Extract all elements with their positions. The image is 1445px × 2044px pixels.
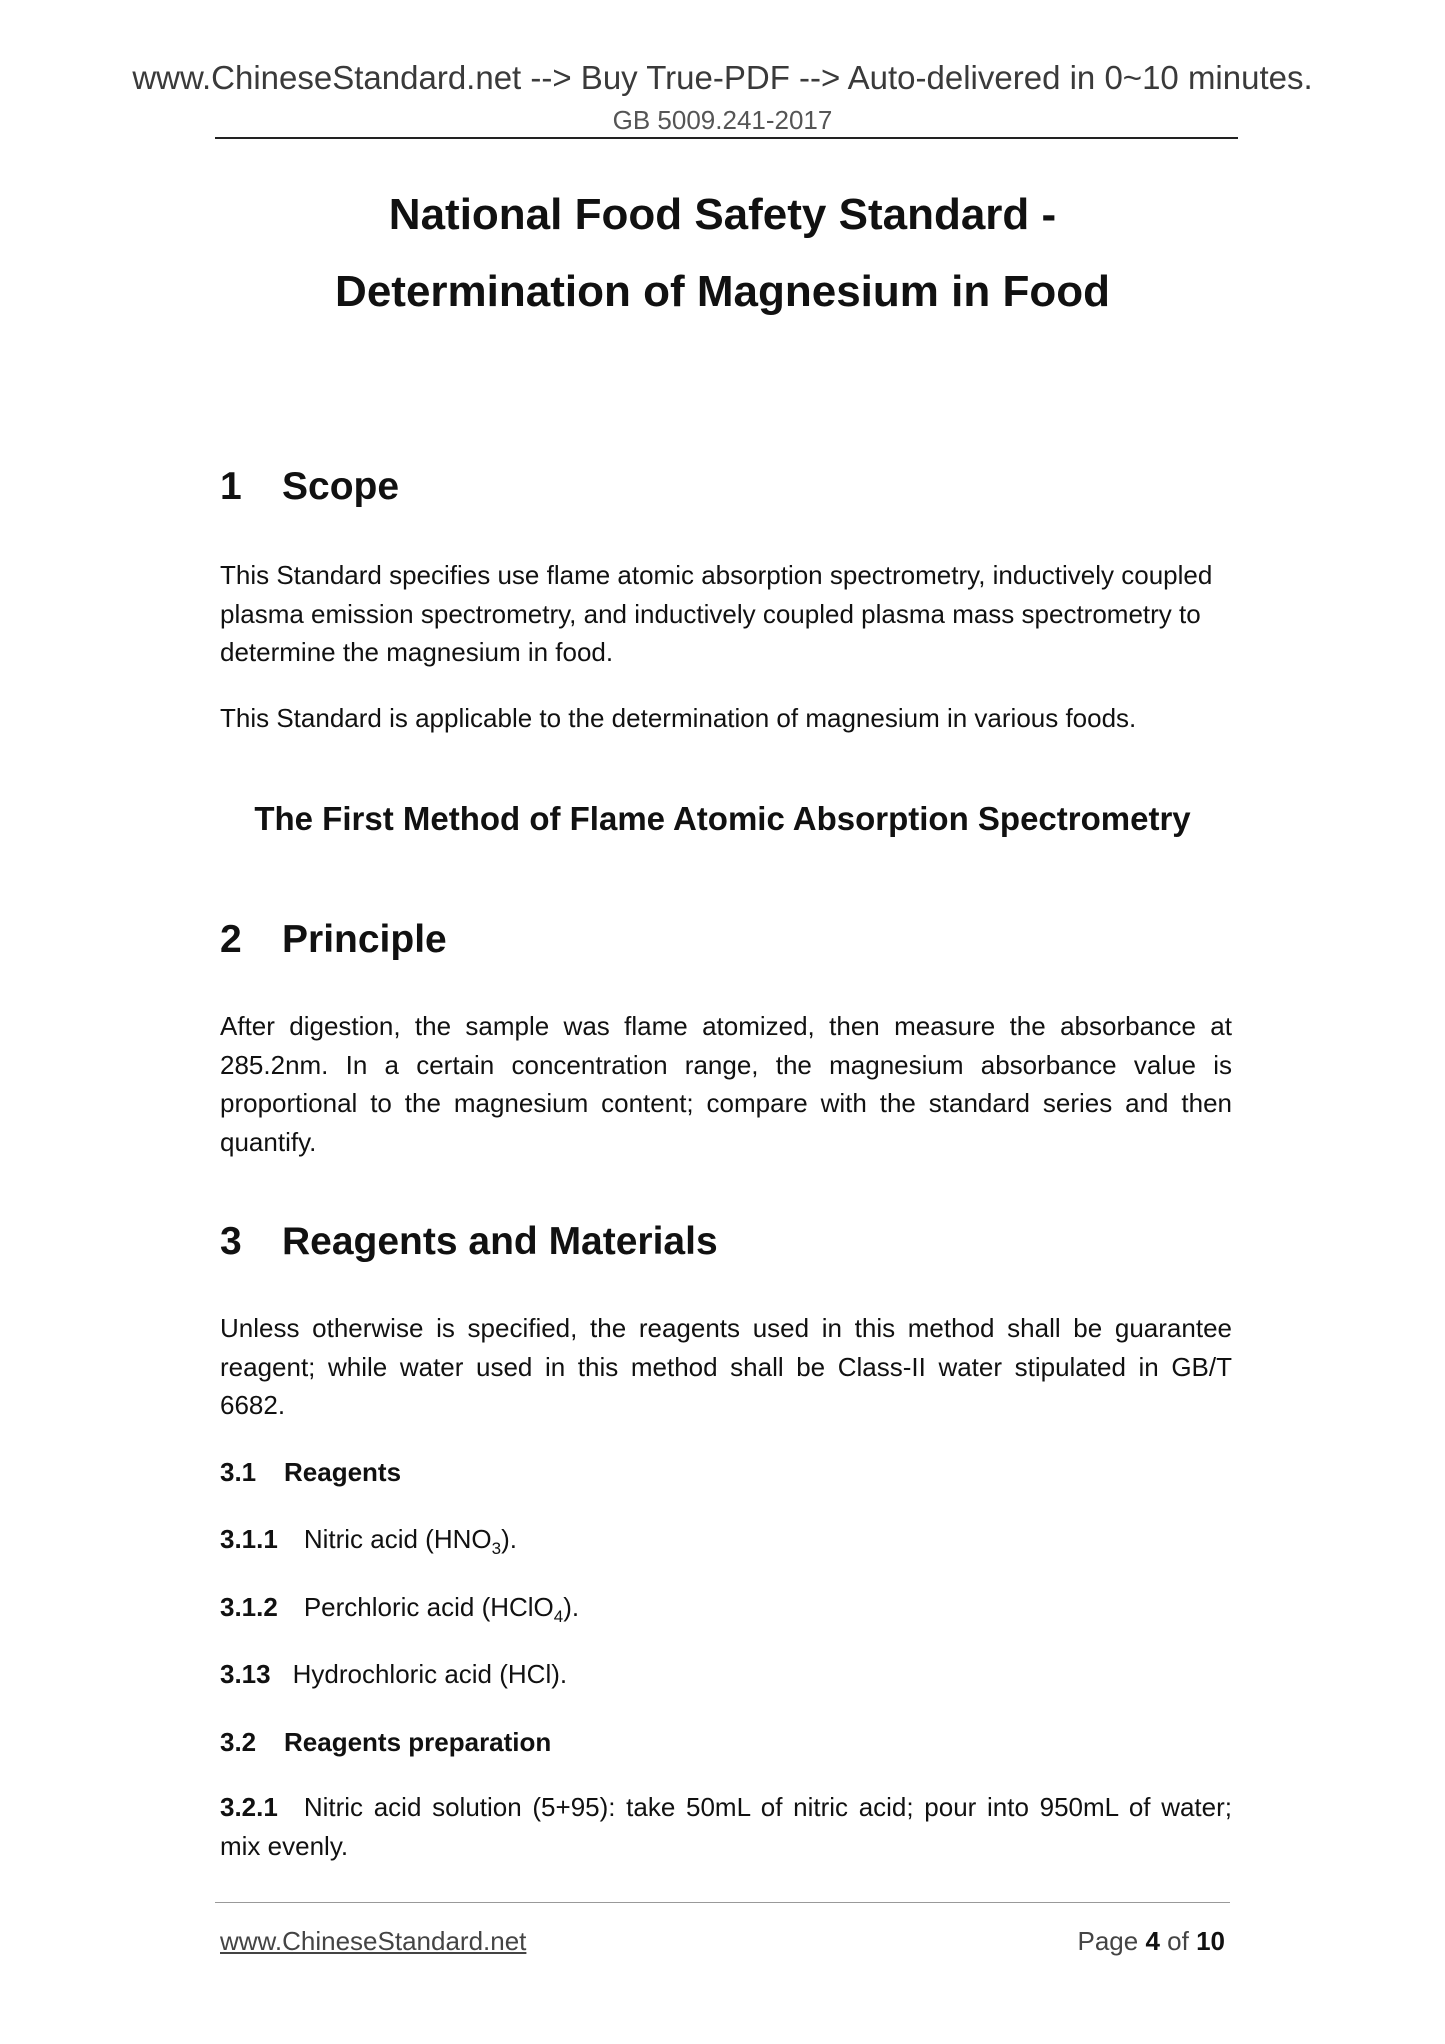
item-subscript: 4 <box>553 1607 564 1627</box>
header-banner: www.ChineseStandard.net --> Buy True-PDF --> Auto-delivered in 0~10 minutes. <box>132 59 1313 96</box>
method-title: The First Method of Flame Atomic Absorption Spectrometry <box>254 800 1191 837</box>
page-indicator <box>1077 1924 1225 1958</box>
subsection-title: Reagents <box>284 1457 402 1487</box>
scope-paragraph-2: This Standard is applicable to the determination of magnesium in various foods. <box>220 703 1137 733</box>
header-divider <box>215 137 1238 139</box>
subsection-number: 3.2 <box>220 1727 257 1757</box>
page-total: 10 <box>1196 1926 1225 1956</box>
section-heading-scope <box>220 464 399 510</box>
section-title: Scope <box>282 465 400 508</box>
section-heading-reagents-materials <box>220 1219 718 1265</box>
item-subscript: 3 <box>491 1539 502 1559</box>
subsection-number: 3.1 <box>220 1457 257 1487</box>
item-text: Perchloric acid (HClO <box>303 1592 554 1622</box>
item-number: 3.1.1 <box>220 1524 278 1554</box>
standard-code: GB 5009.241-2017 <box>612 105 833 135</box>
section-number: 2 <box>220 918 242 961</box>
subsection-heading-preparation <box>220 1725 551 1759</box>
section-title: Principle <box>282 918 447 961</box>
section-heading-principle <box>220 917 447 963</box>
scope-paragraph-1: This Standard specifies use flame atomic absorption spectrometry, inductively coupled plasma emission spectrometry, and inductively coupled plasma mass spectrometry to determine the magnesium in food. <box>220 560 1213 667</box>
footer-divider <box>215 1902 1230 1903</box>
item-tail: ). <box>501 1524 517 1554</box>
item-text: Hydrochloric acid (HCl). <box>292 1659 568 1689</box>
subsection-heading-reagents <box>220 1455 401 1489</box>
item-number: 3.13 <box>220 1659 271 1689</box>
document-title-line2: Determination of Magnesium in Food <box>335 267 1110 316</box>
preparation-item <box>220 1788 1232 1865</box>
item-text: Nitric acid (HNO <box>303 1524 492 1554</box>
page-of: of <box>1167 1926 1189 1956</box>
footer-site-link[interactable]: www.ChineseStandard.net <box>220 1926 527 1956</box>
section-number: 1 <box>220 465 242 508</box>
reagents-materials-paragraph: Unless otherwise is specified, the reagents used in this method shall be guarantee reagent; while water used in this method shall be Class-II water stipulated in GB/T 6682. <box>220 1313 1232 1420</box>
principle-paragraph: After digestion, the sample was flame atomized, then measure the absorbance at 285.2nm. In a certain concentration range, the magnesium absorbance value is proportional to the magnesium content; compare with the standard series and then quantify. <box>220 1011 1232 1157</box>
subsection-title: Reagents preparation <box>284 1727 552 1757</box>
section-title: Reagents and Materials <box>282 1220 718 1263</box>
reagent-item <box>220 1522 517 1566</box>
item-number: 3.2.1 <box>220 1792 278 1822</box>
item-number: 3.1.2 <box>220 1592 278 1622</box>
reagent-item <box>220 1657 567 1691</box>
document-title-line1: National Food Safety Standard - <box>388 190 1057 239</box>
item-text: Nitric acid solution (5+95): take 50mL of nitric acid; pour into 950mL of water; mix evenly. <box>220 1792 1232 1861</box>
reagent-item <box>220 1590 579 1634</box>
page-current: 4 <box>1145 1926 1160 1956</box>
section-number: 3 <box>220 1220 242 1263</box>
item-tail: ). <box>563 1592 580 1622</box>
page-label: Page <box>1077 1926 1139 1956</box>
